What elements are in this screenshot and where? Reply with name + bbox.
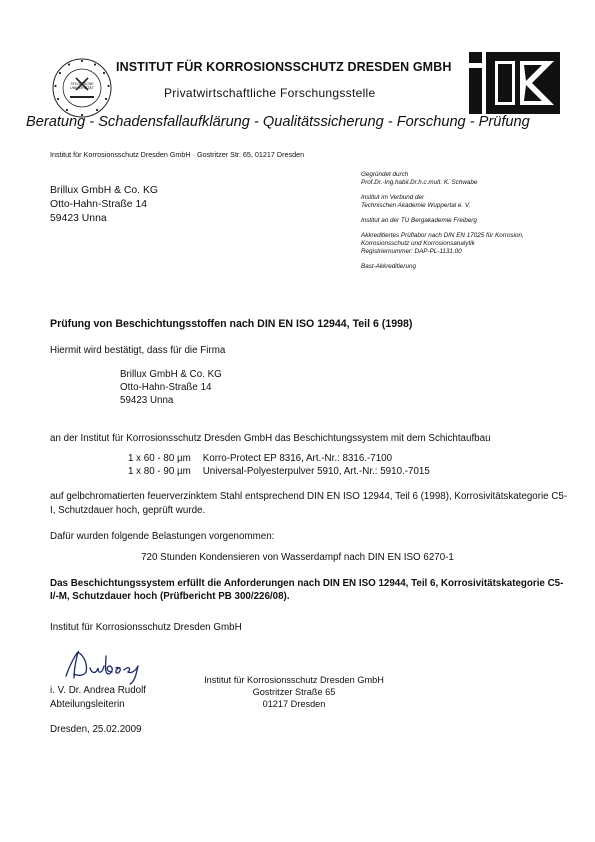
layer-product: Korro-Protect EP 8316, Art.-Nr.: 8316.-7100 — [202, 453, 393, 464]
institute-stamp — [196, 674, 392, 710]
company-line: 59423 Unna — [120, 395, 174, 406]
stamp-line: Gostritzer Straße 65 — [252, 687, 336, 697]
recipient-line: 59423 Unna — [50, 213, 107, 224]
stamp-line: 01217 Dresden — [262, 699, 326, 709]
coating-layer-row — [128, 466, 430, 477]
system-intro-text: an der Institut für Korrosionsschutz Dresden GmbH das Beschichtungssystem mit dem Schichtaufbau — [50, 433, 491, 444]
company-address — [120, 368, 222, 407]
coating-layer-row — [128, 453, 392, 464]
signatory-name: i. V. Dr. Andrea Rudolf — [50, 685, 147, 696]
load-test-line: 720 Stunden Kondensieren von Wasserdampf nach DIN EN ISO 6270-1 — [141, 552, 454, 563]
layer-thickness: 1 x 60 - 80 µm — [128, 453, 191, 464]
recipient-address — [50, 184, 158, 226]
company-line: Otto-Hahn-Straße 14 — [120, 382, 212, 393]
institute-side-info — [361, 171, 571, 277]
subject-heading: Prüfung von Beschichtungsstoffen nach DIN EN ISO 12944, Teil 6 (1998) — [50, 318, 413, 330]
side-info-item: Gegründet durch Prof.Dr.-Ing.habil.Dr.h.c.mult. K. Schwabe — [361, 171, 478, 187]
layer-product: Universal-Polyesterpulver 5910, Art.-Nr.: 5910.-7015 — [202, 466, 430, 477]
substrate-paragraph: auf gelbchromatierten feuerverzinktem Stahl entsprechend DIN EN ISO 12944, Teil 6 (1998), Korrosivitätskategorie C5-I, Schutzdauer hoch, geprüft wurde. — [50, 491, 568, 516]
side-info-item: Institut im Verbund der Technischen Akademie Wuppertal e. V. — [361, 193, 471, 210]
recipient-line: Otto-Hahn-Straße 14 — [50, 199, 148, 210]
stamp-line: Institut für Korrosionsschutz Dresden GmbH — [204, 675, 384, 685]
recipient-line: Brillux GmbH & Co. KG — [50, 185, 158, 196]
tagline: Beratung - Schadensfallaufklärung - Qualitätssicherung - Forschung - Prüfung — [26, 114, 530, 130]
signatory-role: Abteilungsleiterin — [50, 699, 125, 710]
result-statement: Das Beschichtungssystem erfüllt die Anforderungen nach DIN EN ISO 12944, Teil 6, Korrosivitätskategorie C5-I/-M, Schutzdauer hoch (Prüfbericht PB 300/226/08). — [50, 578, 564, 602]
loads-intro-text: Dafür wurden folgende Belastungen vorgenommen: — [50, 531, 275, 542]
intro-text: Hiermit wird bestätigt, dass für die Firma — [50, 345, 226, 356]
handwritten-signature-icon — [62, 646, 152, 686]
layer-thickness: 1 x 80 - 90 µm — [128, 466, 191, 477]
seal-label: TECHNISCHE UNIVERSITÄT — [70, 82, 94, 90]
closing-organization: Institut für Korrosionsschutz Dresden GmbH — [50, 622, 242, 633]
institute-name: INSTITUT FÜR KORROSIONSSCHUTZ DRESDEN GMBH — [116, 60, 452, 74]
institute-subtitle: Privatwirtschaftliche Forschungsstelle — [164, 86, 376, 100]
side-info-item: Bast-Akkreditierung — [361, 262, 416, 270]
company-line: Brillux GmbH & Co. KG — [120, 369, 222, 380]
side-info-item: Akkreditiertes Prüflabor nach DIN EN 17025 für Korrosion, Korrosionsschutz und Korrosionsanalytik Registriernummer: DAP-PL-1131.00 — [361, 231, 524, 255]
iks-logo-icon — [466, 50, 562, 116]
date-line: Dresden, 25.02.2009 — [50, 724, 142, 735]
sender-line: Institut für Korrosionsschutz Dresden GmbH · Gostritzer Str. 65, 01217 Dresden — [50, 150, 305, 159]
signatory-block — [50, 684, 146, 712]
side-info-item: Institut an der TU Bergakademie Freiberg — [361, 216, 477, 224]
